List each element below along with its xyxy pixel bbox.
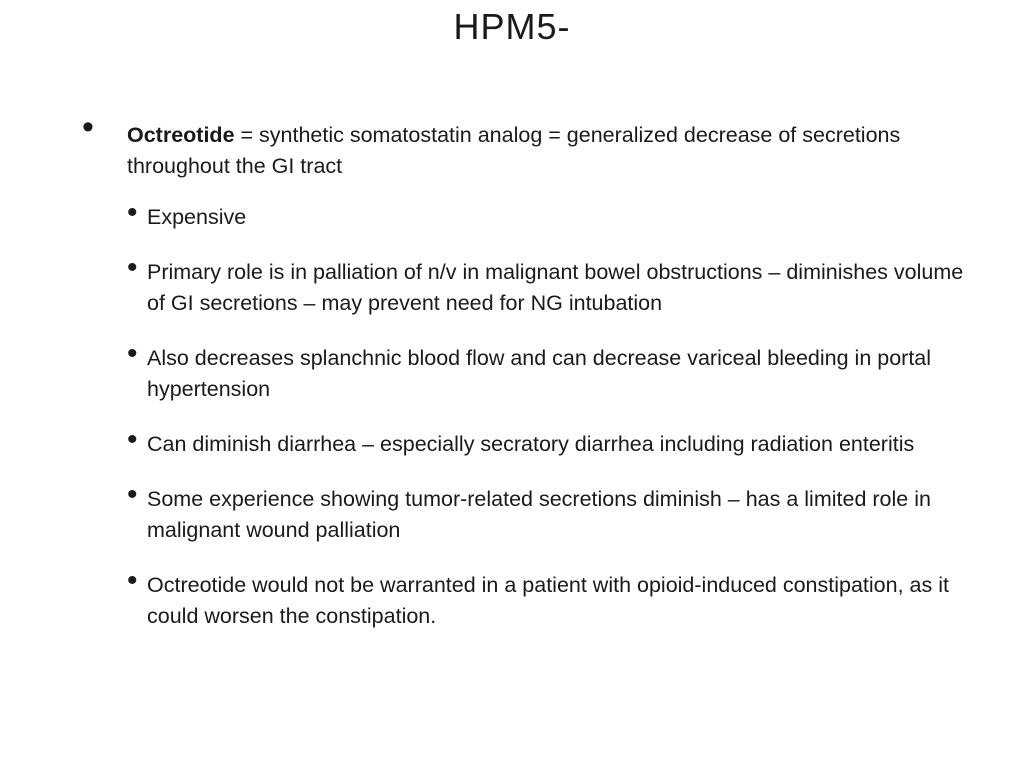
main-bullet-term: Octreotide bbox=[127, 123, 235, 147]
sub-bullet-item bbox=[127, 337, 987, 405]
sub-bullet-dot: • bbox=[127, 423, 138, 456]
sub-bullet-dot: • bbox=[127, 478, 138, 511]
main-bullet-description: = synthetic somatostatin analog = generalized decrease of secretions throughout the GI tract bbox=[127, 123, 901, 178]
sub-bullet-item bbox=[127, 423, 987, 460]
sub-bullet-dot: • bbox=[127, 196, 138, 229]
sub-bullet-list bbox=[127, 196, 987, 656]
sub-bullet-text: Octreotide would not be warranted in a patient with opioid-induced constipation, as it could worsen the constipation. bbox=[147, 573, 949, 628]
sub-bullet-text: Expensive bbox=[147, 205, 247, 229]
sub-bullet-item bbox=[127, 478, 987, 546]
sub-bullet-text: Can diminish diarrhea – especially secratory diarrhea including radiation enteritis bbox=[147, 432, 915, 456]
sub-bullet-item bbox=[127, 251, 987, 319]
sub-bullet-item bbox=[127, 196, 987, 233]
sub-bullet-dot: • bbox=[127, 337, 138, 370]
sub-bullet-item bbox=[127, 564, 987, 632]
sub-bullet-text: Some experience showing tumor-related secretions diminish – has a limited role in malignant wound palliation bbox=[147, 487, 931, 542]
sub-bullet-text: Primary role is in palliation of n/v in malignant bowel obstructions – diminishes volume of GI secretions – may prevent need for NG intubation bbox=[147, 260, 964, 315]
main-bullet-dot: • bbox=[82, 108, 94, 146]
slide-title: HPM5- bbox=[453, 6, 571, 47]
sub-bullet-dot: • bbox=[127, 251, 138, 284]
main-bullet-text bbox=[127, 120, 907, 182]
sub-bullet-dot: • bbox=[127, 564, 138, 597]
sub-bullet-text: Also decreases splanchnic blood flow and can decrease variceal bleeding in portal hypertension bbox=[147, 346, 932, 401]
